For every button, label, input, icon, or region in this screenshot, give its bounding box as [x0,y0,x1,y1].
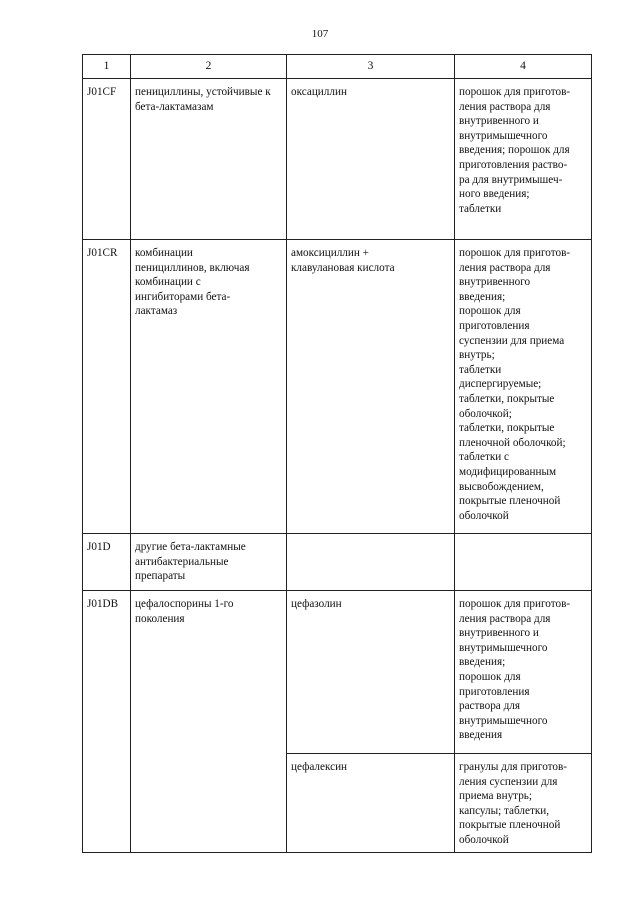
table-row [83,79,592,240]
table-header-row [83,55,592,79]
page-number: 107 [311,28,329,40]
drug-cell: оксациллин [287,79,455,240]
group-cell: пенициллины, устойчивые к бета-лактамазам [131,79,287,240]
drug-cell: амоксициллин + клавулановая кислота [287,240,455,534]
dosage-form-cell: гранулы для приготов- ления суспензии для приема внутрь; капсулы; таблетки, покрытые пленочной оболочкой [455,754,592,853]
group-cell: другие бета-лактамные антибактериальные препараты [131,534,287,591]
drug-cell [287,534,455,591]
table-row [83,591,592,754]
column-header: 2 [131,55,287,79]
table-row [83,240,592,534]
group-cell [131,754,287,853]
column-header: 3 [287,55,455,79]
group-cell: комбинации пенициллинов, включая комбинации с ингибиторами бета- лактамаз [131,240,287,534]
dosage-form-cell: порошок для приготов- ления раствора для внутривенного и внутримышечного введения; порошок для приготовления раство- ра для внутримышеч- ного введения; таблетки [455,79,592,240]
table-row [83,754,592,853]
atc-code-cell: J01DB [83,591,131,754]
atc-code-cell: J01CF [83,79,131,240]
atc-code-cell: J01D [83,534,131,591]
column-header: 4 [455,55,592,79]
drug-cell: цефалексин [287,754,455,853]
group-cell: цефалоспорины 1-го поколения [131,591,287,754]
dosage-form-cell: порошок для приготов- ления раствора для внутривенного и внутримышечного введения; порошок для приготовления раствора для внутримышечного введения [455,591,592,754]
drug-table [82,54,592,853]
drug-cell: цефазолин [287,591,455,754]
dosage-form-cell [455,534,592,591]
table-row [83,534,592,591]
dosage-form-cell: порошок для приготов- ления раствора для внутривенного введения; порошок для приготовления суспензии для приема внутрь; таблетки диспергируемые; таблетки, покрытые оболочкой; таблетки, покрытые пленочной оболочкой; таблетки с модифицированным высвобождением, покрытые пленочной оболочкой [455,240,592,534]
atc-code-cell [83,754,131,853]
atc-code-cell: J01CR [83,240,131,534]
column-header: 1 [83,55,131,79]
